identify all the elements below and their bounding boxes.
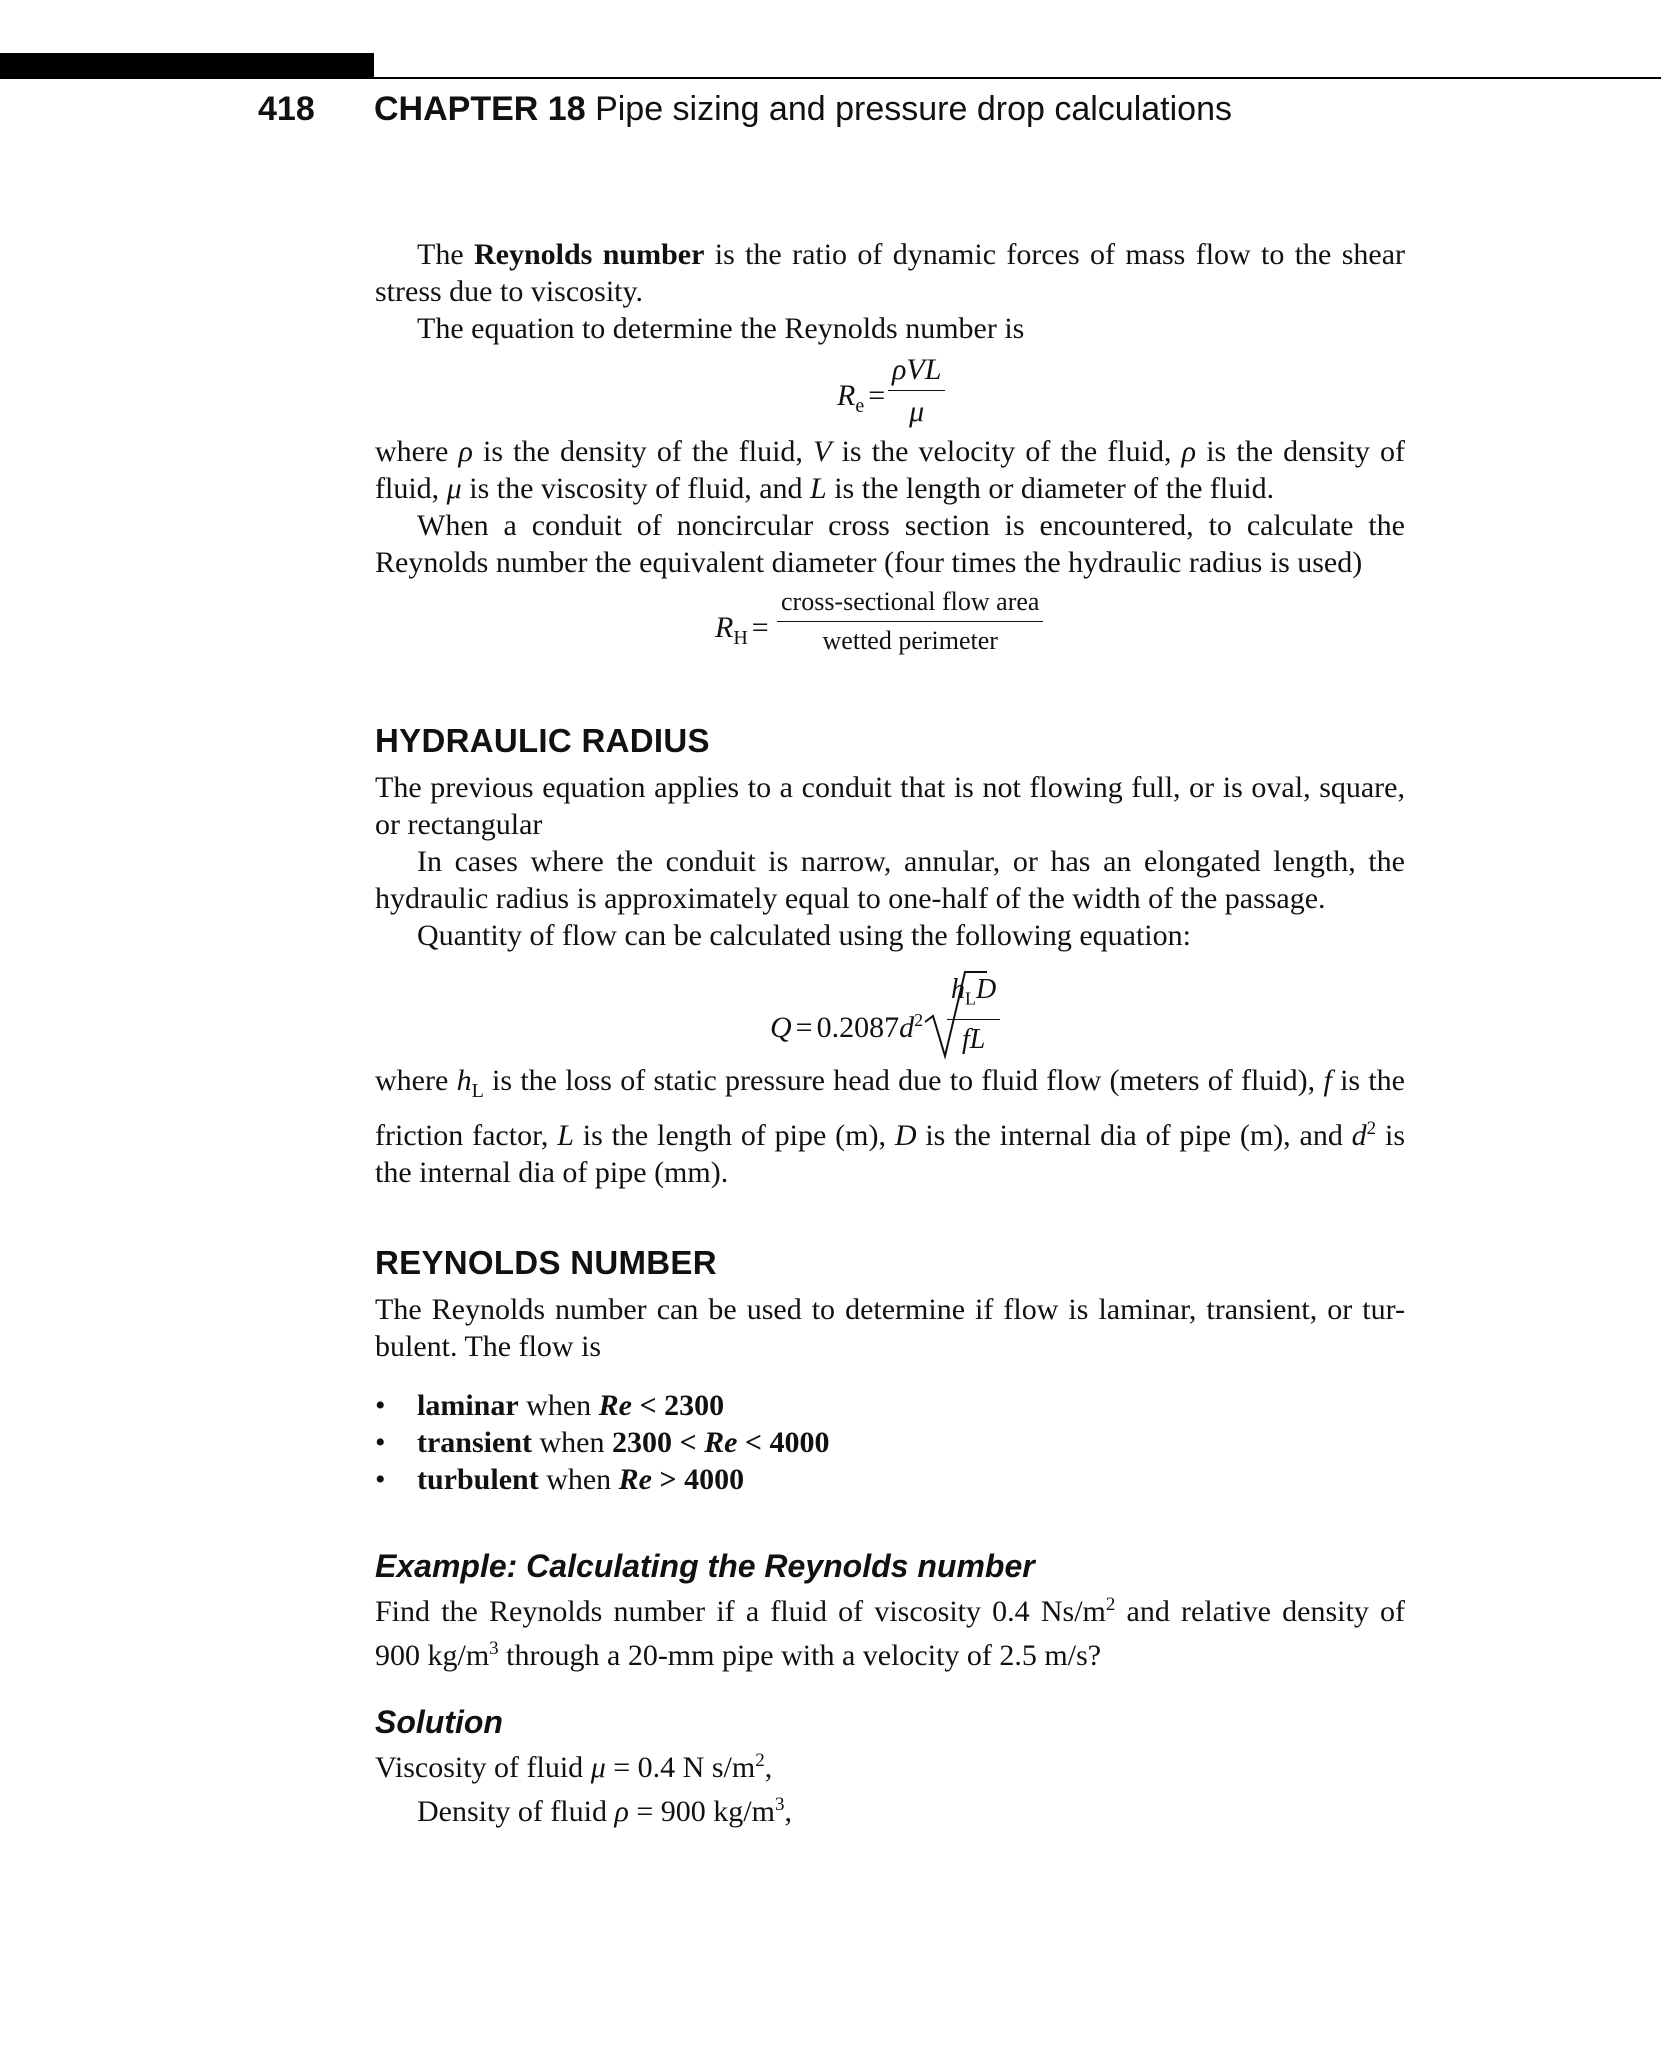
- equation-hydraulic-radius: [375, 587, 1405, 659]
- hydraulic-paragraph-3: Quantity of flow can be calculated using the following equation:: [417, 919, 1191, 952]
- equation-lhs: $R_e$ =: [837, 379, 886, 417]
- intro-paragraph-1: The Reynolds number is the ratio of dynamic forces of mass flow to the shear stress due to viscosity.: [375, 238, 1406, 308]
- term-reynolds-number: Reynolds number: [474, 238, 705, 271]
- heading-hydraulic-radius: HYDRAULIC RADIUS: [375, 722, 710, 759]
- hydraulic-paragraph-1: The previous equation applies to a conduit that is not flowing full, or is oval, square, or rectangular: [375, 771, 1405, 841]
- hydraulic-paragraph-4: where $h_L$ is the loss of static pressure head due to fluid flow (meters of fluid), f is the friction factor, L is the length of pipe (m), D is the internal dia of pipe (m), and $d^2$ is the internal dia of pipe (mm).: [375, 1064, 1405, 1189]
- reynolds-paragraph-1: The Reynolds number can be used to determine if flow is laminar, transient, or tur-bulent. The flow is: [375, 1293, 1405, 1363]
- list-item: • laminar when Re < 2300: [375, 1389, 725, 1422]
- fraction-numerator: ρVL: [888, 351, 945, 391]
- equation-lhs: $Q = 0.2087d^2$: [770, 1010, 924, 1044]
- chapter-title: Pipe sizing and pressure drop calculations: [595, 90, 1232, 128]
- example-paragraph: Find the Reynolds number if a fluid of viscosity 0.4 $Ns/m^2$ and relative density of 900 $kg/m^3$ through a 20-mm pipe with a velocity of 2.5 m/s?: [375, 1594, 1405, 1672]
- page-body: [375, 236, 1405, 1830]
- heading-example: Example: Calculating the Reynolds number: [375, 1548, 1035, 1584]
- heading-solution: Solution: [375, 1704, 503, 1740]
- list-item: • transient when 2300 < Re < 4000: [375, 1426, 830, 1459]
- intro-paragraph-4: When a conduit of noncircular cross section is encountered, to calculate the Reynolds number the equivalent diameter (four times the hydraulic radius is used): [375, 509, 1405, 579]
- hydraulic-paragraph-2: In cases where the conduit is narrow, annular, or has an elongated length, the hydraulic radius is approximately equal to one-half of the width of the passage.: [375, 845, 1405, 915]
- equation-flow-quantity: [375, 972, 1405, 1062]
- solution-line-1: Viscosity of fluid μ = 0.4 N $s/m^2$,: [375, 1750, 773, 1784]
- equation-fraction: [888, 351, 945, 430]
- equation-lhs: $R_H$ =: [715, 611, 769, 649]
- intro-paragraph-2: The equation to determine the Reynolds number is: [417, 312, 1025, 345]
- header-rule: [374, 77, 1661, 79]
- solution-line-2: Density of fluid ρ = 900 $kg/m^3$,: [417, 1794, 792, 1828]
- equation-fraction: [777, 585, 1043, 658]
- fraction-numerator: $h_LD$: [947, 972, 1000, 1020]
- heading-reynolds-number: REYNOLDS NUMBER: [375, 1244, 717, 1281]
- fraction-numerator: cross-sectional flow area: [777, 585, 1043, 622]
- equation-reynolds: [375, 351, 1405, 433]
- intro-paragraph-3: where ρ is the density of the fluid, V is the velocity of the fluid, ρ is the density of fluid, μ is the viscosity of fluid, and L is the length or diameter of the fluid.: [375, 435, 1405, 505]
- list-item: • turbulent when Re > 4000: [375, 1463, 745, 1496]
- fraction-denominator: wetted perimeter: [822, 626, 998, 655]
- chapter-label: CHAPTER 18: [374, 90, 586, 128]
- flow-regime-list: [375, 1387, 1405, 1498]
- running-head: [374, 90, 1232, 129]
- fraction-denominator: fL: [961, 1023, 986, 1055]
- equation-fraction: [947, 972, 1000, 1058]
- page-number: 418: [258, 90, 315, 128]
- fraction-denominator: μ: [909, 395, 925, 428]
- header-bar-block: [0, 53, 374, 79]
